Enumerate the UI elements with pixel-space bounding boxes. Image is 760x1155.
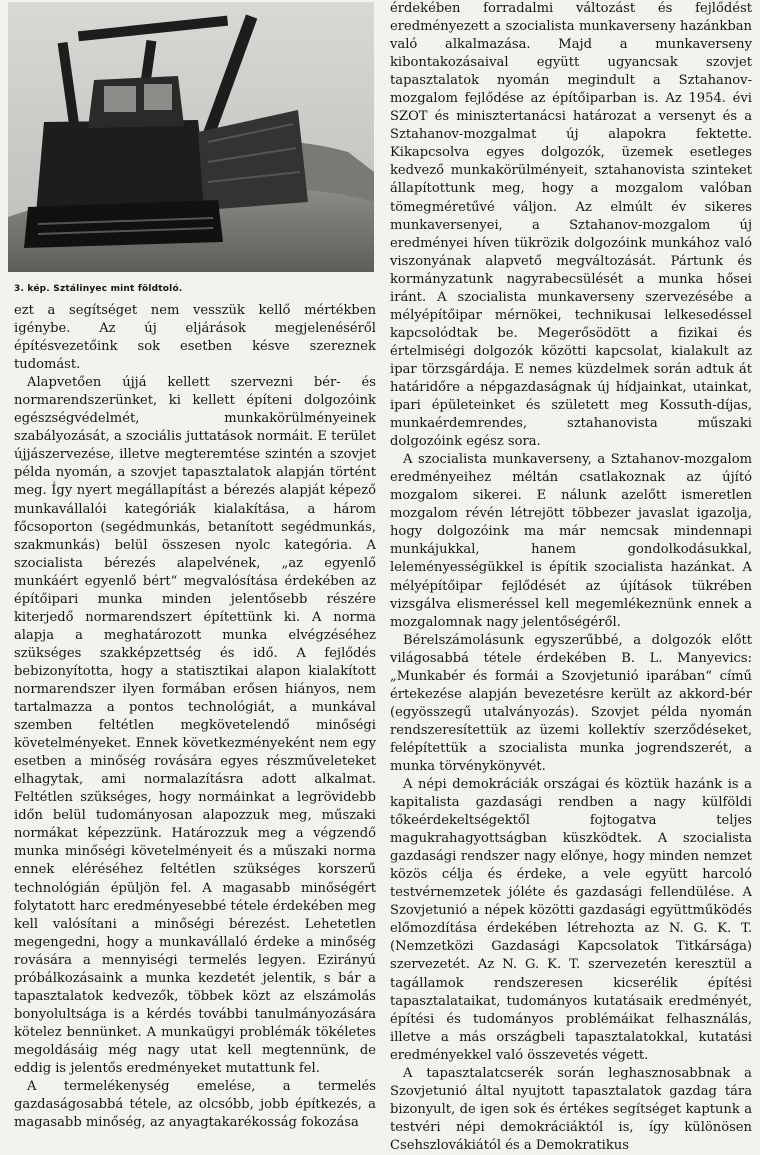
paragraph: Bérelszámolásunk egyszerűbbé, a dolgozók előtt világosabbá tétele érdekében B. L. Manyevics: „Munkabér és formái a Szovjetunió iparában“ című értekezése alapján bevezetésre került az akkord-bér (egyösszegű utalványozás). Szovjet példa nyomán rendszeresítettük az üzemi kollektív szerződéseket, felépítettük a szocialista munka jogrendszerét, a munka törvénykönyvét. [390, 632, 752, 774]
paragraph: A szocialista munkaverseny, a Sztahanov-mozgalom eredményeihez méltán csatlakoznak az újító mozgalom sikerei. E nálunk azelőtt ismeretlen mozgalom révén létrejött többezer javaslat igazolja, hogy dolgozóink ma már nemcsak mindennapi munkájukkal, hanem gondolkodásukkal, leleményességükkel is építik szocialista hazánkat. A mélyépítőipar fejlődését az újítások tükrében vizsgálva elismeréssel kell megemlékeznünk ennek a mozgalomnak nagy jelentőségéről. [390, 452, 752, 630]
bulldozer-photo [8, 2, 374, 272]
right-text-column [390, 0, 752, 1153]
paragraph: A népi demokráciák országai és köztük hazánk is a kapitalista gazdasági rendben a nagy külföldi tőkeérdekeltségektől fojtogatva teljes magukrahagyottságban küszködtek. A szocialista gazdasági rendszer nagy előnye, hogy minden nemzet közös célja és érdeke, a vele együtt harcoló testvérnemzetek jóléte és gazdasági fellendülése. A Szovjetunió a népek közötti gazdasági együttműködés előmozdítása érdekében létrehozta az N. G. K. T. (Nemzetközi Gazdasági Kapcsolatok Titkársága) szervezetét. Az N. G. K. T. szervezetén keresztül a tagállamok rendszeresen kicserélik építési tapasztalataikat, tudományos kutatásaik eredményét, építési és tudományos problémáikat felhasználás, illetve a más országbeli tapasztalatokkal, kutatási eredményekkel való összevetés végett. [390, 777, 752, 1063]
paragraph: Alapvetően újjá kellett szervezni bér- és normarendszerünket, ki kellett építeni dolgozóink egészségvédelmét, munkakörülményeinek szabályozását, a szociális juttatások normáit. E terület újjászervezése, illetve megteremtése szintén a szovjet példa nyomán, a szovjet tapasztalatok alapján történt meg. Így nyert megállapítást a bérezés alapját képező munkavállalói kategóriák kialakítása, a három főcsoporton (segédmunkás, betanított segédmunkás, szakmunkás) belül összesen nyolc kategória. A szocialista bérezés alapelvének, „az egyenlő munkáért egyenlő bért“ megvalósítása érdekében az építőipari munka minden jelentősebb részére kiterjedő normarendszert építettünk ki. A norma alapja a meghatározott munka elvégzéséhez szükséges szakképzettség és idő. A fejlődés bebizonyította, hogy a statisztikai alapon kialakított normarendszer ilyen formában erősen hiányos, nem tartalmazza a pontos technológiát, a munkával szemben feltétlen megkövetelendő minőségi követelményeket. Ennek következményeként nem egy esetben a minőség rovására egyes részműveleteket elhagytak, ami normalazításra adott alkalmat. Feltétlen szükséges, hogy normáinkat a legrövidebb időn belül tudományosan alapozzuk meg, műszaki normákat képezzünk. Határozzuk meg a végzendő munka minőségi követelményeit és a műszaki norma ennek eléréséhez feltétlen szükséges korszerű technológián épüljön fel. A magasabb minőségért folytatott harc eredményesebbé tétele érdekében meg kell valósítani a minőségi bérezést. Lehetetlen megengedni, hogy a munkavállaló érdeke a minőség rovására a mennyiségi termelés legyen. Ezirányú próbálkozásaink a munka kezdetét jelentik, s bár a tapasztalatok kedvezők, többek közt az elszámolás bonyolultsága is a kérdés további tanulmányozására kötelez bennünket. A munkaügyi problémák tökéletes megoldásáig még nagy utat kell megtennünk, de eddig is jelentős eredményeket mutattunk fel. [14, 375, 376, 1076]
paragraph: ezt a segítséget nem vesszük kellő mértékben igénybe. Az új eljárások megjelenéséről építésvezetőink sok esetben késve szereznek tudomást. [14, 303, 376, 373]
paragraph: érdekében forradalmi változást és fejlődést eredményezett a szocialista munkaverseny hazánkban való alkalmazása. Majd a munkaverseny kibontakozásaival együtt ugyancsak szovjet tapasztalatok nyomán megindult a Sztahanov-mozgalom fejlődése az építőiparban is. Az 1954. évi SZOT és minisztertanácsi határozat a versenyt és a Sztahanov-mozgalmat új alapokra fektette. Kikapcsolva egyes dolgozók, üzemek esetleges kedvező munkakörülményeit, sztahanovista szinteket állapítottunk meg, hogy a mozgalom valóban tömegméretűvé váljon. Az elmúlt év sikeres munkaversenyei, a Sztahanov-mozgalom új eredményei híven tükrözik dolgozóink munkához való viszonyának alapvető megváltozását. Pártunk és kormányzatunk nagyrabecsülését a munka hősei iránt. A szocialista munkaverseny szervezésébe a mélyépítőipar mérnökei, technikusai lelkesedéssel kapcsolódtak be. Megerősödött a fizikai és értelmiségi dolgozók közötti kapcsolat, kialakult az ipar törzsgárdája. E nemes küzdelmek során adtuk át határidőre a népgazdaságnak új hídjainkat, utainkat, ipari épületeinket és született meg Kossuth-díjas, munkaérdemrendes, sztahanovista műszaki dolgozóink egész sora. [390, 1, 752, 450]
paragraph: A tapasztalatcserék során leghasznosabbnak a Szovjetunió által nyujtott tapasztalatok gazdag tára bizonyult, de igen sok és értékes segítséget kaptunk a testvéri népi demokráciáktól is, így különösen Csehszlovákiától és a Demokratikus [390, 1065, 752, 1153]
figure-caption: 3. kép. Sztálinyec mint földtoló. [14, 284, 183, 294]
left-text-column [14, 302, 376, 1131]
paragraph: A termelékenység emelése, a termelés gazdaságosabbá tétele, az olcsóbb, jobb építkezés, a magasabb minőség, az anyagtakarékosság fokozása [14, 1079, 376, 1131]
bulldozer-photo-icon [8, 2, 374, 272]
